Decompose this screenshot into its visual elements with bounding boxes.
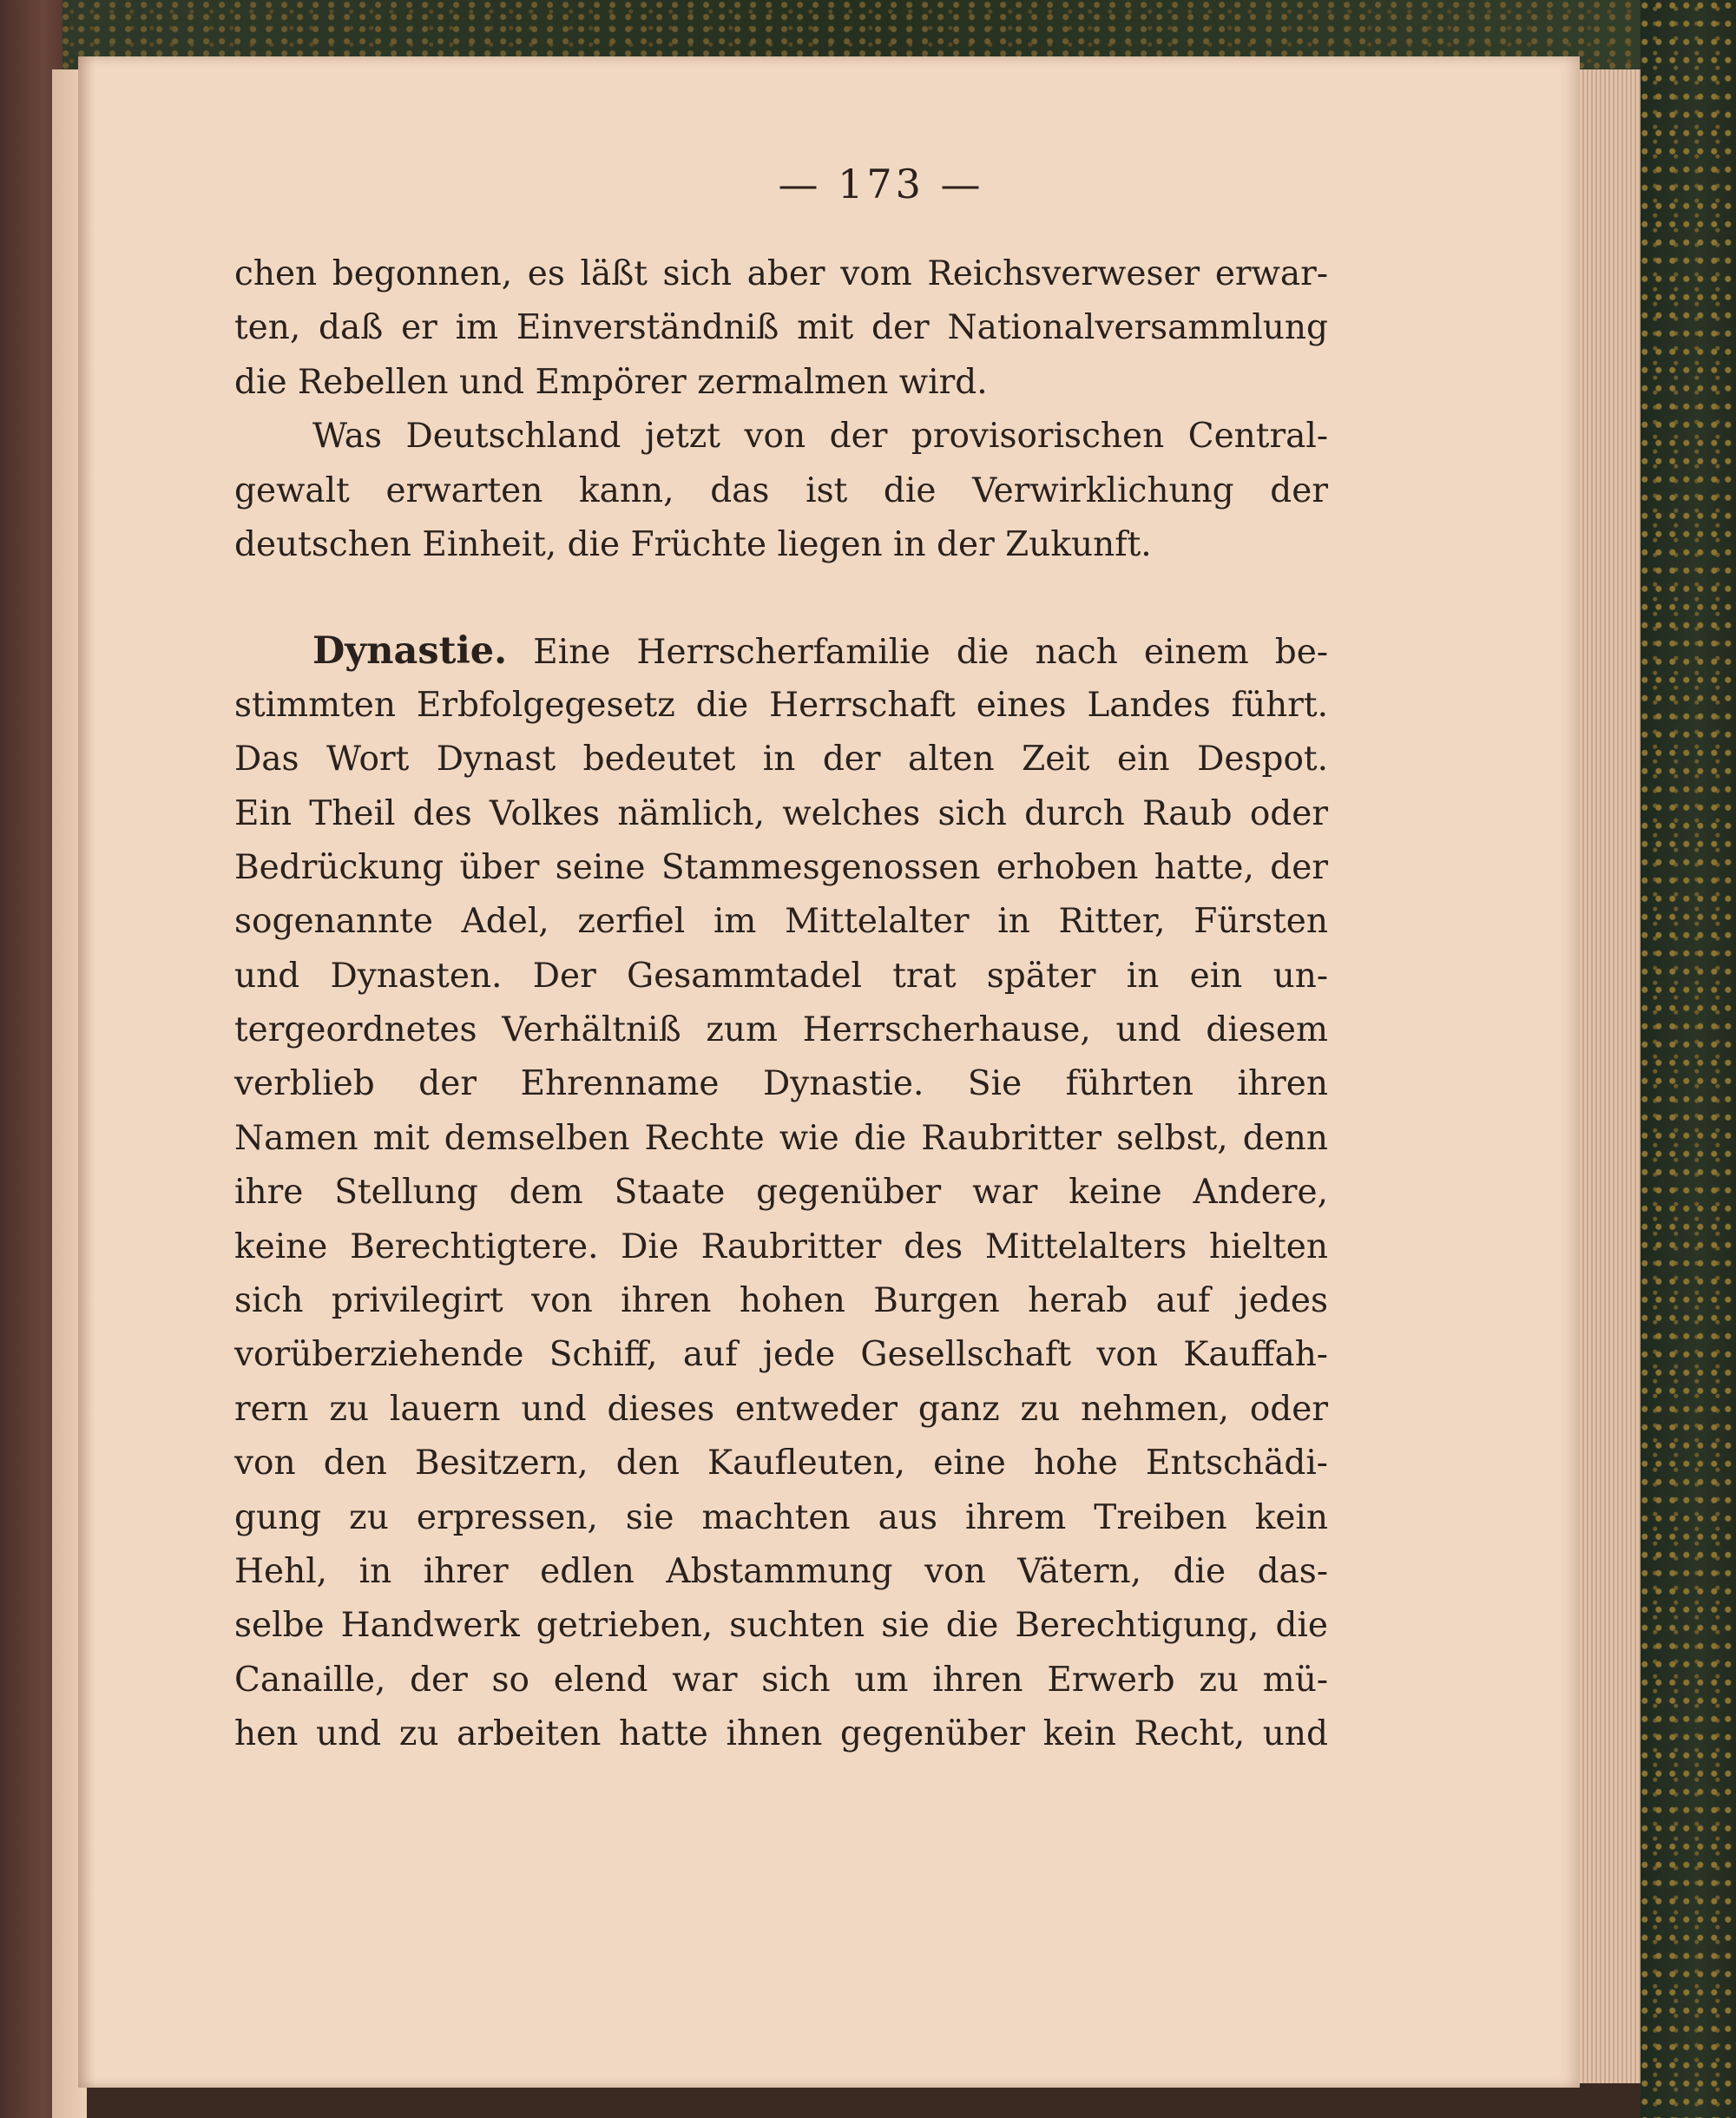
text-line: sich privilegirt von ihren hohen Burgen herab auf jedes: [234, 1281, 1328, 1321]
page-number: — 173 —: [778, 161, 984, 207]
text-line: sogenannte Adel, zerfiel im Mittelalter in Ritter, Fürsten: [234, 902, 1328, 942]
text-line: ten, daß er im Einverständniß mit der Nationalversammlung: [234, 308, 1328, 348]
book-page: [78, 56, 1580, 2088]
text-line: vorüberziehende Schiff, auf jede Gesellschaft von Kauffah-: [234, 1335, 1328, 1375]
text-line: von den Besitzern, den Kaufleuten, eine hohe Entschädi-: [234, 1444, 1328, 1483]
text-line: Hehl, in ihrer edlen Abstammung von Vätern, die das-: [234, 1551, 1328, 1591]
text-line: chen begonnen, es läßt sich aber vom Reichsverweser erwar-: [234, 254, 1328, 293]
text-line: ihre Stellung dem Staate gegenüber war keine Andere,: [234, 1173, 1328, 1213]
text-line: tergeordnetes Verhältniß zum Herrscherhause, und diesem: [234, 1010, 1328, 1050]
text-line: stimmten Erbfolgegesetz die Herrschaft eines Landes führt.: [234, 685, 1328, 725]
text-line: Canaille, der so elend war sich um ihren Erwerb zu mü-: [234, 1660, 1328, 1700]
text-line: Das Wort Dynast bedeutet in der alten Zeit ein Despot.: [234, 740, 1328, 779]
page-stack-edges: [1571, 69, 1641, 2083]
text-line: selbe Handwerk getrieben, suchten sie die Berechtigung, die: [234, 1606, 1328, 1646]
text-line: rern zu lauern und dieses entweder ganz zu nehmen, oder: [234, 1389, 1328, 1429]
entry-headword: Dynastie.: [312, 629, 508, 674]
page-gutter: [78, 56, 95, 2088]
text-line: Eine Herrscherfamilie die nach einem be-: [533, 633, 1329, 673]
text-line: gung zu erpressen, sie machten aus ihrem Treiben kein: [234, 1497, 1328, 1537]
text-line: Was Deutschland jetzt von der provisorischen Central-: [312, 417, 1328, 457]
text-line: hen und zu arbeiten hatte ihnen gegenüber kein Recht, und: [234, 1714, 1328, 1754]
book-cover-marbled-edge: [1641, 0, 1736, 2118]
entry-first-line: [234, 624, 1328, 678]
page-text: [234, 247, 1328, 1762]
text-line: Namen mit demselben Rechte wie die Raubritter selbst, denn: [234, 1118, 1328, 1158]
text-line: gewalt erwarten kann, das ist die Verwirklichung der: [234, 470, 1328, 510]
text-line: keine Berechtigtere. Die Raubritter des Mittelalters hielten: [234, 1227, 1328, 1266]
text-line: verblieb der Ehrenname Dynastie. Sie führten ihren: [234, 1064, 1328, 1104]
text-line: Bedrückung über seine Stammesgenossen erhoben hatte, der: [234, 847, 1328, 887]
text-line: deutschen Einheit, die Früchte liegen in der Zukunft.: [234, 524, 1152, 564]
text-line: die Rebellen und Empörer zermalmen wird.: [234, 362, 988, 402]
text-line: Ein Theil des Volkes nämlich, welches sich durch Raub oder: [234, 793, 1328, 833]
paragraph-gap: [234, 572, 1328, 624]
text-line: und Dynasten. Der Gesammtadel trat später in ein un-: [234, 956, 1328, 996]
